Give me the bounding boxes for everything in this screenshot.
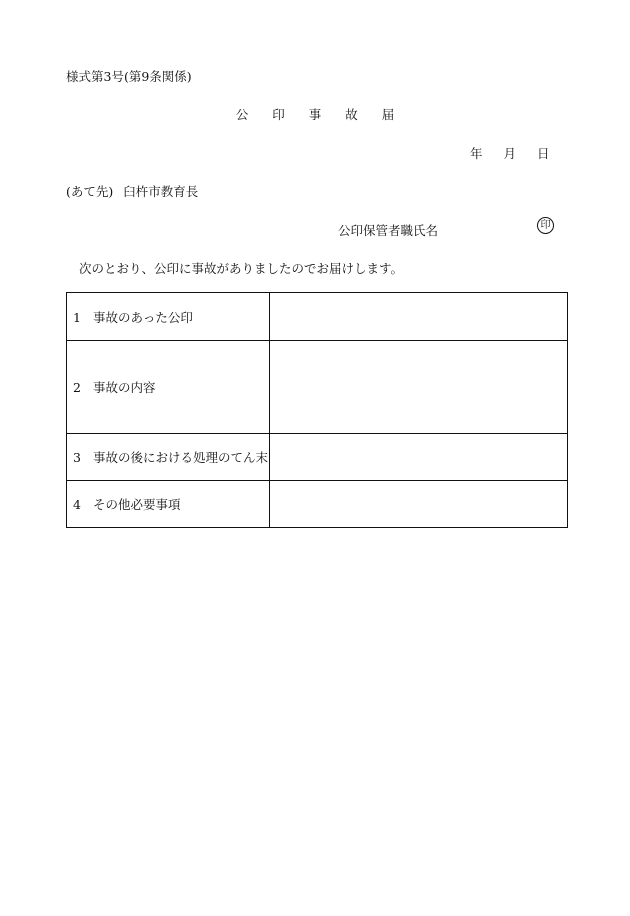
custodian-name-label: 公印保管者職氏名 <box>338 223 439 238</box>
addressee <box>66 182 198 200</box>
body-text: 次のとおり、公印に事故がありましたのでお届けします。 <box>79 261 404 276</box>
items-table <box>66 292 568 528</box>
form-number: 様式第3号(第9条関係) <box>66 69 192 84</box>
item-label-cell <box>67 434 270 481</box>
table-row <box>67 341 568 434</box>
date-month: 月 <box>503 146 517 161</box>
item-label-cell <box>67 293 270 341</box>
table-row <box>67 434 568 481</box>
item-value-cell[interactable] <box>270 481 568 528</box>
table-row <box>67 293 568 341</box>
item-label-cell <box>67 341 270 434</box>
item-label: 事故の後における処理のてん末 <box>93 450 269 465</box>
title-char: 故 <box>345 107 358 122</box>
date-day: 日 <box>537 146 550 161</box>
addressee-name: 臼杵市教育長 <box>123 184 199 199</box>
item-number: 2 <box>73 380 81 395</box>
item-label: 事故の内容 <box>93 380 156 395</box>
addressee-label: (あて先) <box>66 184 114 199</box>
title-char: 印 <box>272 107 285 122</box>
item-label-cell <box>67 481 270 528</box>
item-label: 事故のあった公印 <box>93 309 193 325</box>
item-value-cell[interactable] <box>270 434 568 481</box>
date-year: 年 <box>470 146 483 161</box>
document-title <box>0 105 630 123</box>
title-char: 事 <box>308 107 322 122</box>
date-line <box>470 144 550 162</box>
title-char: 公 <box>235 107 249 122</box>
title-char: 届 <box>381 107 395 122</box>
item-number: 1 <box>73 309 81 325</box>
table-row <box>67 481 568 528</box>
item-number: 4 <box>73 497 81 512</box>
item-number: 3 <box>73 450 81 465</box>
item-value-cell[interactable] <box>270 341 568 434</box>
item-label: その他必要事項 <box>93 497 181 512</box>
item-value-cell[interactable] <box>270 293 568 341</box>
seal-mark: 印 <box>537 217 554 234</box>
